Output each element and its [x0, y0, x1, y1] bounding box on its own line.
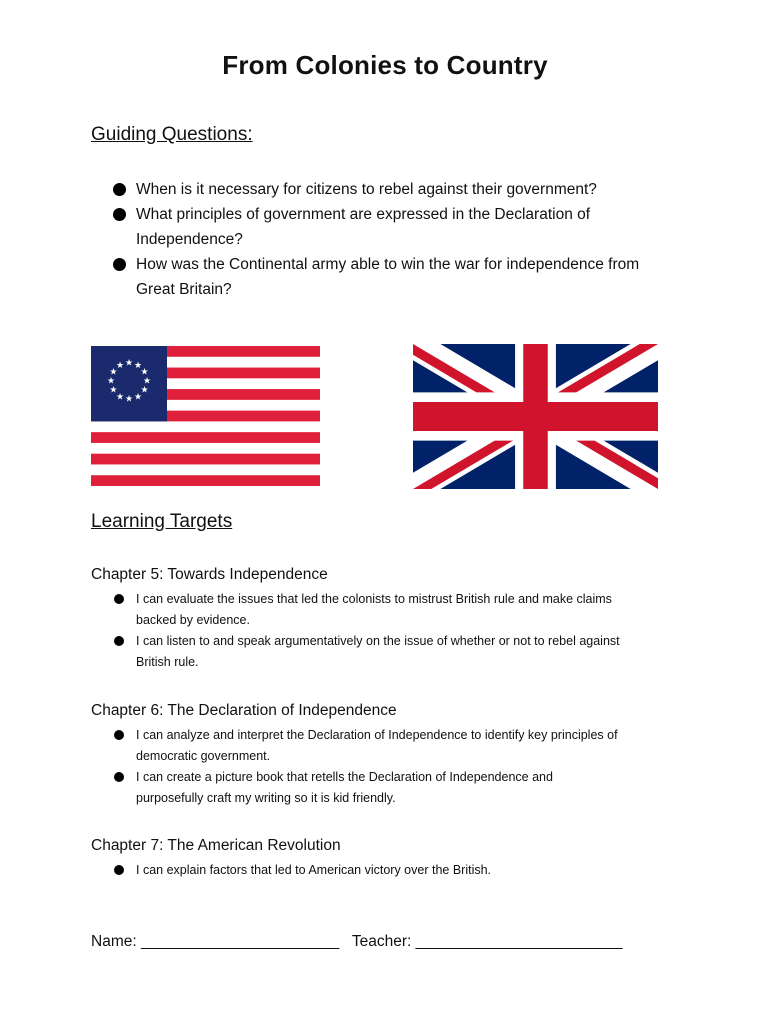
bullet-icon — [114, 865, 124, 875]
bullet-icon — [114, 594, 124, 604]
name-field[interactable]: Name: _______________________ — [91, 933, 340, 950]
chapter-6-targets — [91, 725, 691, 809]
svg-text:★: ★ — [140, 367, 149, 378]
target-line: I can create a picture book that retells the Declaration of Independence and — [136, 770, 553, 784]
target-line: democratic government. — [136, 749, 271, 763]
chapter-5-title: Chapter 5: Towards Independence — [91, 566, 328, 583]
svg-text:★: ★ — [109, 385, 118, 396]
svg-text:★: ★ — [106, 376, 116, 387]
list-item — [91, 725, 691, 767]
svg-text:★: ★ — [133, 392, 143, 403]
bullet-icon — [114, 772, 124, 782]
bullet-icon — [114, 636, 124, 646]
union-jack-flag-icon — [413, 344, 658, 489]
list-item — [91, 631, 691, 673]
target-line: I can listen to and speak argumentatively on the issue of whether or not to rebel against — [136, 634, 620, 648]
svg-text:★: ★ — [124, 394, 134, 405]
svg-text:★: ★ — [140, 385, 149, 396]
learning-targets-heading: Learning Targets — [91, 511, 233, 532]
question-line: How was the Continental army able to win the war for independence from — [136, 256, 640, 273]
svg-text:★: ★ — [124, 376, 134, 387]
question-line: What principles of government are expressed in the Declaration of — [136, 206, 591, 223]
chapter-7-targets — [91, 860, 691, 881]
bullet-icon — [114, 730, 124, 740]
list-item — [91, 177, 691, 202]
question-line: When is it necessary for citizens to rebel against their government? — [136, 181, 597, 198]
target-line: I can analyze and interpret the Declaration of Independence to identify key principles of — [136, 728, 618, 742]
teacher-field[interactable]: Teacher: ________________________ — [351, 933, 623, 950]
signature-line — [91, 933, 623, 951]
svg-text:★: ★ — [115, 392, 125, 403]
question-line: Independence? — [136, 231, 243, 248]
target-line: I can evaluate the issues that led the colonists to mistrust British rule and make claims — [136, 592, 612, 606]
target-line: I can explain factors that led to American victory over the British. — [136, 863, 492, 877]
chapter-7-title: Chapter 7: The American Revolution — [91, 837, 341, 854]
bullet-icon — [113, 183, 126, 196]
question-line: Great Britain? — [136, 281, 232, 298]
target-line: backed by evidence. — [136, 613, 250, 627]
svg-text:★: ★ — [142, 376, 152, 387]
bullet-icon — [113, 208, 126, 221]
american-flag-icon — [91, 346, 320, 486]
svg-text:★: ★ — [124, 358, 134, 369]
target-line: British rule. — [136, 655, 199, 669]
target-line: purposefully craft my writing so it is kid friendly. — [136, 791, 396, 805]
list-item — [91, 767, 691, 809]
list-item — [91, 589, 691, 631]
chapter-6-title: Chapter 6: The Declaration of Independence — [91, 702, 397, 719]
page-title: From Colonies to Country — [222, 50, 548, 80]
guiding-questions-list — [91, 177, 691, 302]
list-item — [91, 860, 691, 881]
svg-text:★: ★ — [133, 361, 143, 372]
svg-text:★: ★ — [109, 367, 118, 378]
chapter-5-targets — [91, 589, 691, 673]
list-item — [91, 202, 691, 252]
bullet-icon — [113, 258, 126, 271]
list-item — [91, 252, 691, 302]
guiding-questions-heading: Guiding Questions: — [91, 124, 253, 145]
svg-text:★: ★ — [115, 361, 125, 372]
